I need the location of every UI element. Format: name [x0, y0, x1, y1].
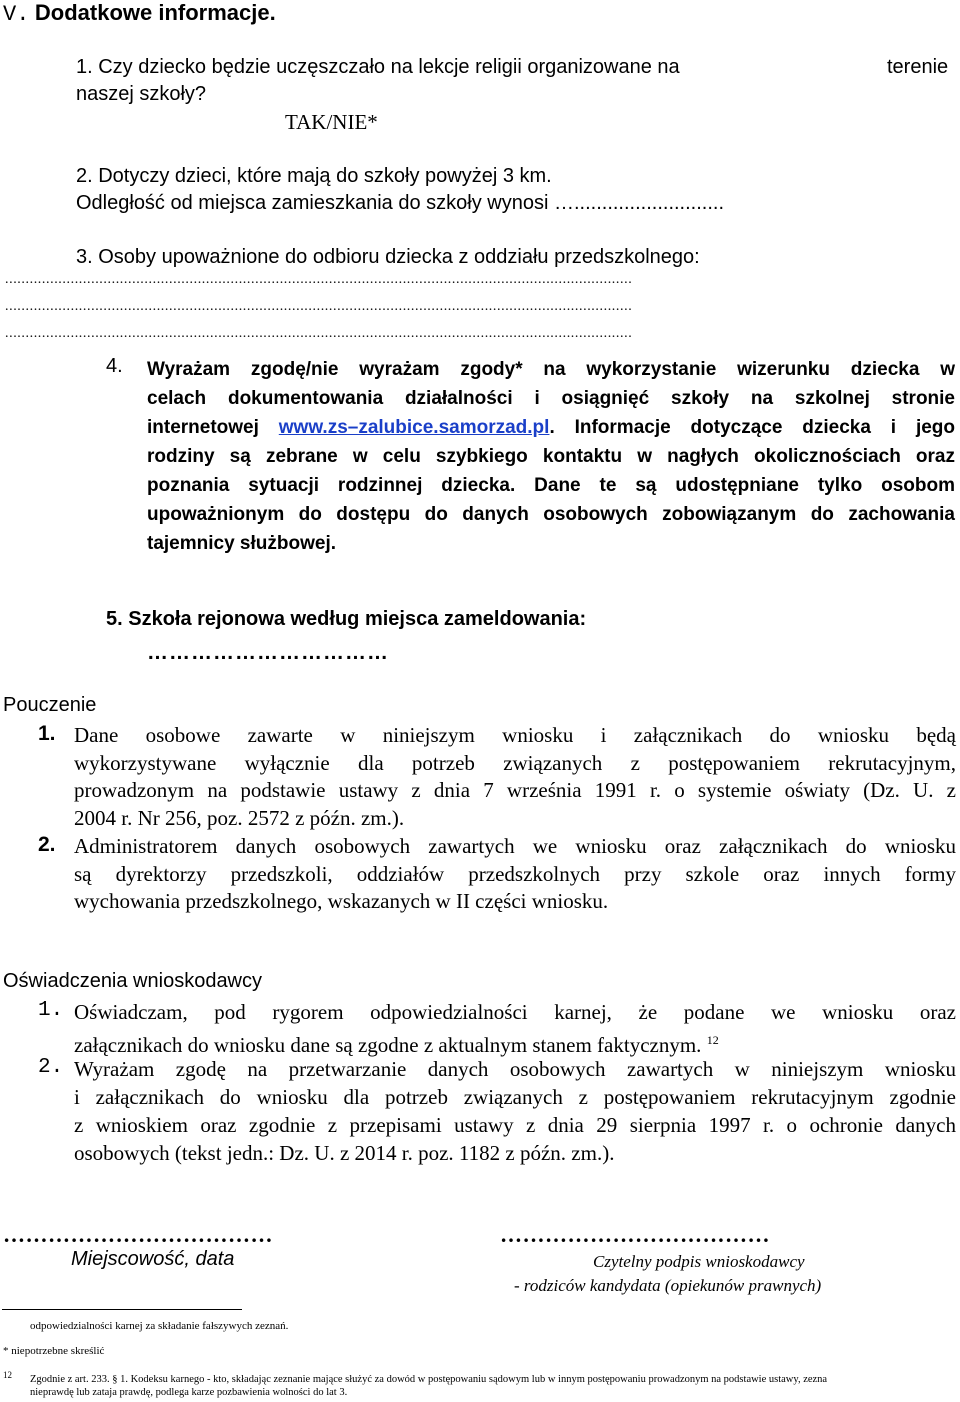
- oswiadczenia-item2: [74, 1055, 956, 1167]
- footnote-12-line1: Zgodnie z art. 233. § 1. Kodeksu karnego - kto, składając zeznanie mające służyć za dowód w postępowaniu sądowym lub w innym postępowaniu prowadzonym na podstawie ustawy, zezna: [30, 1374, 828, 1385]
- q1-line1-right: terenie: [887, 56, 949, 78]
- section-v-number: V.: [3, 2, 30, 27]
- q3-line1: 3. Osoby upoważnione do odbioru dziecka z oddziału przedszkolnego:: [76, 246, 700, 268]
- section-v-heading: [3, 0, 276, 27]
- q3-dots-3: .........................................................................................................................................................: [5, 326, 633, 341]
- pouczenie-item1: [74, 722, 956, 832]
- footnote-12-line2: nieprawdę lub zataja prawdę, podlega karze pozbawienia wolności do lat 3.: [30, 1387, 348, 1398]
- q4-line6: upoważnionym do dostępu do danych osobowych zobowiązanym do zachowania: [147, 504, 955, 525]
- oswiadczenia-item2-line3: z wnioskiem oraz zgodnie z przepisami ustawy z dnia 29 sierpnia 1997 r. o ochronie danych: [74, 1113, 956, 1137]
- oswiadczenia-item2-line1: Wyrażam zgodę na przetwarzanie danych osobowych zawartych w niniejszym wniosku: [74, 1057, 956, 1081]
- oswiadczenia-item2-line2: i załącznikach do wniosku dla potrzeb związanych z postępowaniem rekrutacyjnym zgodnie: [74, 1085, 956, 1109]
- pouczenie-item1-line3: prowadzonym na podstawie ustawy z dnia 7 września 1991 r. o systemie oświaty (Dz. U. z: [74, 778, 956, 802]
- q1-line2: naszej szkoły?: [76, 83, 207, 105]
- oswiadczenia-item1-line2: załącznikach do wniosku dane są zgodne z aktualnym stanem faktycznym. $^{12}$: [74, 1033, 719, 1057]
- q1-answer: TAK/NIE*: [285, 110, 378, 134]
- signature-right-dots: ………………………………: [500, 1222, 770, 1247]
- oswiadczenia-item2-line4: osobowych (tekst jedn.: Dz. U. z 2014 r. poz. 1182 z późn. zm.).: [74, 1141, 615, 1165]
- q2-line2: Odległość od miejsca zamieszkania do szkoły wynosi …...........................: [76, 192, 725, 214]
- pouczenie-item1-line2: wykorzystywane wyłącznie dla potrzeb związanych z postępowaniem rekrutacyjnym,: [74, 750, 956, 775]
- signature-label: Czytelny podpis wnioskodawcy: [593, 1252, 805, 1271]
- pouczenie-item2-line1: Administratorem danych osobowych zawartych we wniosku oraz załącznikach do wniosku: [74, 834, 956, 858]
- pouczenie-item1-line4: 2004 r. Nr 256, poz. 2572 z późn. zm.).: [74, 805, 405, 830]
- oswiadczenia-item1-line1: Oświadczam, pod rygorem odpowiedzialności karnej, że podane we wniosku oraz: [74, 1000, 956, 1024]
- q5-line1: 5. Szkoła rejonowa według miejsca zameldowania:: [106, 608, 587, 630]
- q4-line1: Wyrażam zgodę/nie wyrażam zgody* na wykorzystanie wizerunku dziecka w: [147, 359, 955, 380]
- school-website-link[interactable]: www.zs–zalubice.samorzad.pl: [278, 417, 550, 438]
- q4-number: 4.: [106, 355, 123, 377]
- q4-line4: rodziny są zebrane w celu szybkiego kontaktu w nagłych okolicznościach oraz: [147, 446, 955, 467]
- pouczenie-item2-line3: wychowania przedszkolnego, wskazanych w II części wniosku.: [74, 889, 609, 913]
- pouczenie-item2-number: 2.: [38, 833, 56, 856]
- q5-dots: ……………………………: [147, 641, 389, 664]
- place-date-label: Miejscowość, data: [71, 1248, 235, 1270]
- pouczenie-title: Pouczenie: [3, 694, 97, 716]
- pouczenie-item1-number: 1.: [38, 722, 56, 745]
- pouczenie-item2: [74, 833, 956, 916]
- q4-line2: celach dokumentowania działalności i osiągnięć szkoły na szkolnej stronie: [147, 388, 955, 409]
- q3-dots-1: .........................................................................................................................................................: [5, 272, 633, 287]
- section-v-title: Dodatkowe informacje.: [34, 0, 276, 25]
- signature-sublabel: - rodziców kandydata (opiekunów prawnych): [514, 1276, 822, 1295]
- oswiadczenia-title: Oświadczenia wnioskodawcy: [3, 970, 263, 992]
- footnote-star: * niepotrzebne skreślić: [3, 1345, 105, 1357]
- q4-line5: poznania sytuacji rodzinnej dziecka. Dane te są udostępniane tylko osobom: [147, 475, 955, 496]
- oswiadczenia-item1: [74, 998, 956, 1059]
- q4-line3: internetowej www.zs–zalubice.samorzad.pl. Informacje dotyczące dziecka i jego: [147, 417, 956, 438]
- q4-line7: tajemnicy służbowej.: [147, 533, 336, 554]
- q3-dots-2: .........................................................................................................................................................: [5, 299, 633, 314]
- q1-line1: 1. Czy dziecko będzie uczęszczało na lekcje religii organizowane na: [76, 56, 680, 78]
- footnote-12-mark: 12: [3, 1370, 12, 1380]
- q2-line1: 2. Dotyczy dzieci, które mają do szkoły powyżej 3 km.: [76, 165, 552, 187]
- footnote-top: odpowiedzialności karnej za składanie fałszywych zeznań.: [30, 1320, 289, 1332]
- footnote-ref-12: 12: [706, 1033, 719, 1047]
- pouczenie-item2-line2: są dyrektorzy przedszkoli, oddziałów przedszkolnych przy szkole oraz innych formy: [74, 861, 956, 886]
- footnote-separator: [2, 1309, 242, 1310]
- signature-left-dots: ………………………………: [3, 1222, 273, 1247]
- oswiadczenia-item1-number: 1.: [38, 999, 64, 1022]
- q4-paragraph: [147, 355, 955, 558]
- pouczenie-item1-line1: Dane osobowe zawarte w niniejszym wniosku i załącznikach do wniosku będą: [74, 723, 956, 747]
- oswiadczenia-item2-number: 2.: [38, 1056, 64, 1079]
